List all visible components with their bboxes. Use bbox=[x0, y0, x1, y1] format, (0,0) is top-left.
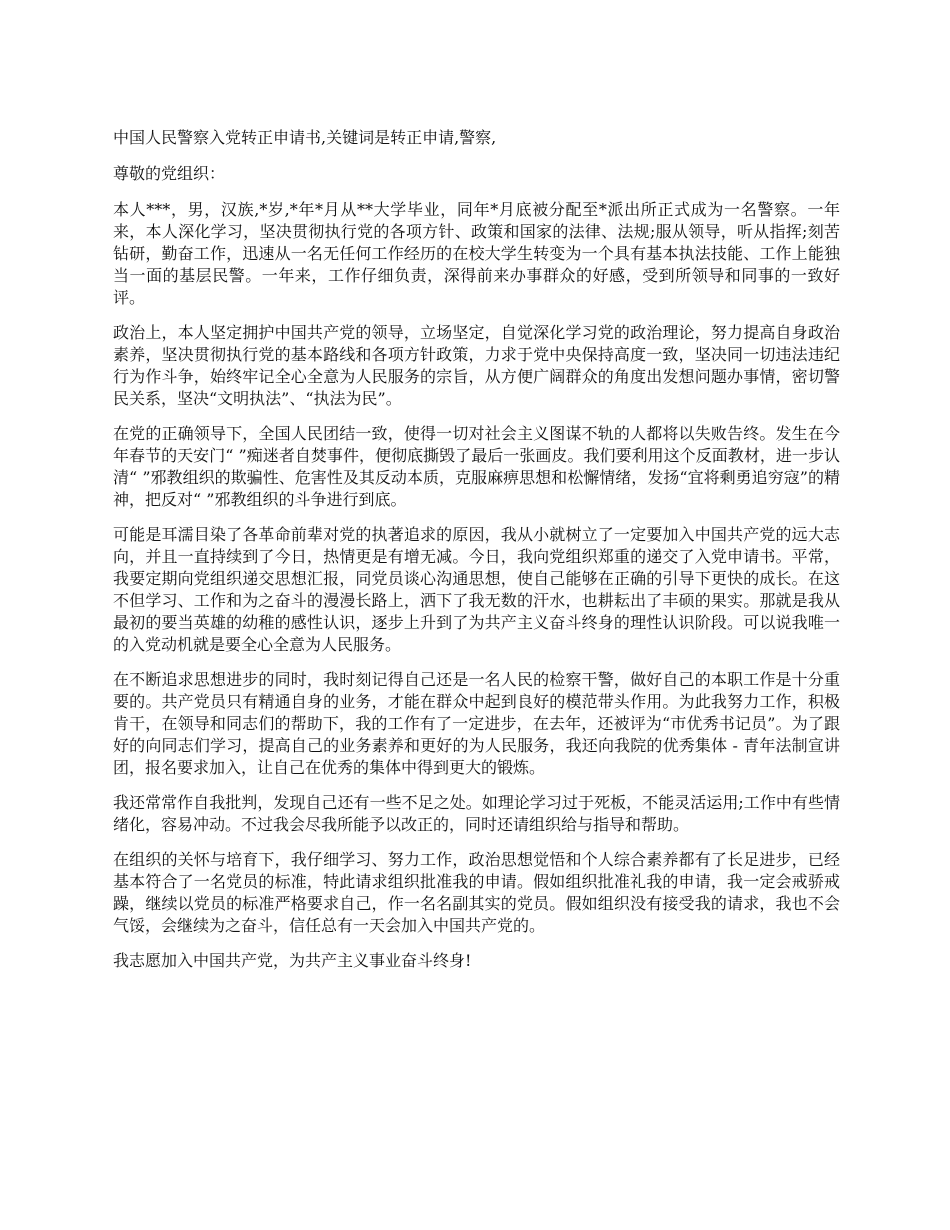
paragraph-7: 在组织的关怀与培育下，我仔细学习、努力工作，政治思想觉悟和个人综合素养都有了长足进步，已经基本符合了一名党员的标准，特此请求组织批准我的申请。假如组织批准礼我的申请，我一定会戒骄戒躁，继续以党员的标准严格要求自己，作一名名副其实的党员。假如组织没有接受我的请求，我也不会气馁，会继续为之奋斗，信任总有一天会加入中国共产党的。 bbox=[113, 850, 840, 935]
paragraph-4: 可能是耳濡目染了各革命前辈对党的执著追求的原因，我从小就树立了一定要加入中国共产党的远大志向，并且一直持续到了今日，热情更是有增无减。今日，我向党组织郑重的递交了入党申请书。平常，我要定期向党组织递交思想汇报，同党员谈心沟通思想，使自己能够在正确的引导下更快的成长。在这不但学习、工作和为之奋斗的漫漫长路上，洒下了我无数的汗水，也耕耘出了丰硕的果实。那就是我从最初的要当英雄的幼稚的感性认识，逐步上升到了为共产主义奋斗终身的理性认识阶段。可以说我唯一的入党动机就是要全心全意为人民服务。 bbox=[113, 525, 840, 654]
paragraph-1: 本人***，男，汉族,*岁,*年*月从**大学毕业，同年*月底被分配至*派出所正式成为一名警察。一年来，本人深化学习，坚决贯彻执行党的各项方针、政策和国家的法律、法规;服从领导，听从指挥;刻苦钻研，勤奋工作，迅速从一名无任何工作经历的在校大学生转变为一个具有基本执法技能、工作上能独当一面的基层民警。一年来，工作仔细负责，深得前来办事群众的好感，受到所领导和同事的一致好评。 bbox=[113, 200, 840, 307]
paragraph-3: 在党的正确领导下，全国人民团结一致，使得一切对社会主义图谋不轨的人都将以失败告终。发生在今年春节的天安门“ ”痴迷者自焚事件，便彻底撕毁了最后一张画皮。我们要利用这个反面教材，进一步认清“ ”邪教组织的欺骗性、危害性及其反动本质，克服麻痹思想和松懈情绪，发扬“宜将剩勇追穷寇”的精神，把反对“ ”邪教组织的斗争进行到底。 bbox=[113, 424, 840, 509]
closing-statement: 我志愿加入中国共产党，为共产主义事业奋斗终身! bbox=[113, 951, 472, 970]
salutation: 尊敬的党组织： bbox=[113, 164, 226, 183]
paragraph-5: 在不断追求思想进步的同时，我时刻记得自己还是一名人民的检察干警，做好自己的本职工作是十分重要的。共产党员只有精通自身的业务，才能在群众中起到良好的模范带头作用。为此我努力工作，积极肯干，在领导和同志们的帮助下，我的工作有了一定进步，在去年，还被评为“市优秀书记员”。为了跟好的向同志们学习，提高自己的业务素养和更好的为人民服务，我还向我院的优秀集体 - 青年法制宣讲团，报名要求加入，让自己在优秀的集体中得到更大的锻炼。 bbox=[113, 670, 840, 777]
paragraph-6: 我还常常作自我批判，发现自己还有一些不足之处。如理论学习过于死板，不能灵活运用;工作中有些情绪化，容易冲动。不过我会尽我所能予以改正的，同时还请组织给与指导和帮助。 bbox=[113, 793, 840, 834]
document-body bbox=[113, 127, 840, 972]
paragraph-2: 政治上，本人坚定拥护中国共产党的领导，立场坚定，自觉深化学习党的政治理论，努力提高自身政治素养，坚决贯彻执行党的基本路线和各项方针政策，力求于党中央保持高度一致，坚决同一切违法违纪行为作斗争，始终牢记全心全意为人民服务的宗旨，从方便广阔群众的角度出发想问题办事情，密切警民关系，坚决“文明执法”、“执法为民”。 bbox=[113, 323, 840, 408]
document-title-line: 中国人民警察入党转正申请书,关键词是转正申请,警察, bbox=[113, 128, 497, 147]
